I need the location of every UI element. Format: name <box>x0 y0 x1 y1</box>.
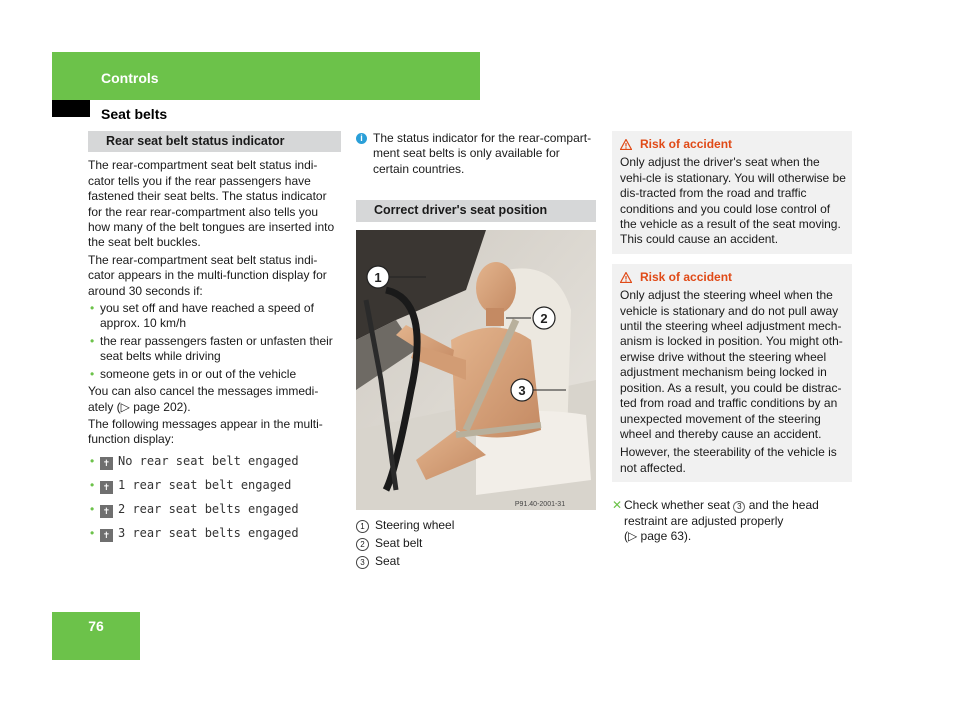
bullet-icon: • <box>90 366 95 381</box>
legend-item: 1 Steering wheel <box>356 518 596 533</box>
right-column <box>612 131 852 544</box>
info-icon: i <box>356 133 367 144</box>
section-heading: Correct driver's seat position <box>356 200 596 221</box>
warning-title: Risk of accident <box>620 270 846 285</box>
subsection-title: Seat belts <box>101 106 168 122</box>
bullet-icon: • <box>90 333 95 348</box>
driver-seat-image <box>356 230 596 510</box>
warning-text: Only adjust the steering wheel when the vehicle is stationary and do not pull away until the steering wheel adjustment mech-anism is locked in position. You might oth-erwise drive without the steering wheel adjustment mechanism being locked in position. As a result, you could be distrac-ted from road and traffic conditions by an unexpected movement of the steering wheel and thereby cause an accident. <box>620 288 843 441</box>
list-item: • the rear passengers fasten or unfasten their seat belts while driving <box>90 333 333 364</box>
warning-icon <box>620 272 632 283</box>
paragraph: The rear-compartment seat belt status indi-cator tells you if the rear passengers have fastened their seat belts. The status indicator for the rear rear-compartment also tells you how many of the belt tongues are inserted into the seat belt buckles. <box>88 158 335 250</box>
list-item: • someone gets in or out of the vehicle <box>90 366 297 381</box>
bullet-icon: • <box>90 301 95 316</box>
callout-3 <box>511 379 533 401</box>
paragraph: The following messages appear in the multi-function display: <box>88 416 323 447</box>
seat-belt-icon: ✝ <box>100 529 113 542</box>
callout-1 <box>367 266 389 288</box>
paragraph: You can also cancel the messages immedi-ately (▷ page 202). <box>88 384 319 414</box>
seat-belt-icon: ✝ <box>100 481 113 494</box>
page-reference[interactable]: (▷ page 63). <box>624 528 692 543</box>
action-arrow-icon: ✕ <box>612 498 623 513</box>
image-code: P91.40-2001-31 <box>514 500 566 508</box>
warning-box <box>612 264 852 482</box>
message-item: • ✝ 3 rear seat belts engaged <box>90 525 299 541</box>
section-heading: Rear seat belt status indicator <box>88 131 341 152</box>
section-title: Controls <box>101 70 159 86</box>
page-number: 76 <box>88 618 104 634</box>
legend <box>356 518 596 570</box>
seat-belt-icon: ✝ <box>100 505 113 518</box>
message-item: • ✝ No rear seat belt engaged <box>90 453 299 469</box>
svg-text:3: 3 <box>518 382 526 398</box>
paragraph: The rear-compartment seat belt status indi-cator appears in the multi-function display for around 30 seconds if: <box>88 252 327 298</box>
header-marker <box>52 100 90 117</box>
warning-icon <box>620 139 632 150</box>
warning-title: Risk of accident <box>620 137 846 152</box>
left-column <box>88 131 341 550</box>
seat-number-ref: 3 <box>733 501 745 513</box>
warning-box <box>612 131 852 254</box>
action-step: ✕ Check whether seat 3 and the head restraint are adjusted properly (▷ page 63). <box>612 498 819 543</box>
info-note: i The status indicator for the rear-compart-ment seat belts is only available for certain countries. <box>356 131 596 177</box>
message-item: • ✝ 1 rear seat belt engaged <box>90 477 292 493</box>
driver-seat-illustration <box>356 230 596 510</box>
warning-text: Only adjust the driver's seat when the vehi-cle is stationary. You will otherwise be dis-tracted from the road and traffic conditions and you could lose control of the vehicle as a result of the seat moving. This could cause an accident. <box>620 155 846 247</box>
seat-belt-icon: ✝ <box>100 457 113 470</box>
warning-text: However, the steerability of the vehicle is not affected. <box>620 445 837 475</box>
svg-text:2: 2 <box>540 310 548 326</box>
svg-text:1: 1 <box>374 269 382 285</box>
legend-item: 2 Seat belt <box>356 536 596 551</box>
callout-2 <box>533 307 555 329</box>
middle-column <box>356 131 596 573</box>
legend-item: 3 Seat <box>356 554 596 569</box>
list-item: • you set off and have reached a speed of approx. 10 km/h <box>90 301 314 331</box>
message-item: • ✝ 2 rear seat belts engaged <box>90 501 299 517</box>
